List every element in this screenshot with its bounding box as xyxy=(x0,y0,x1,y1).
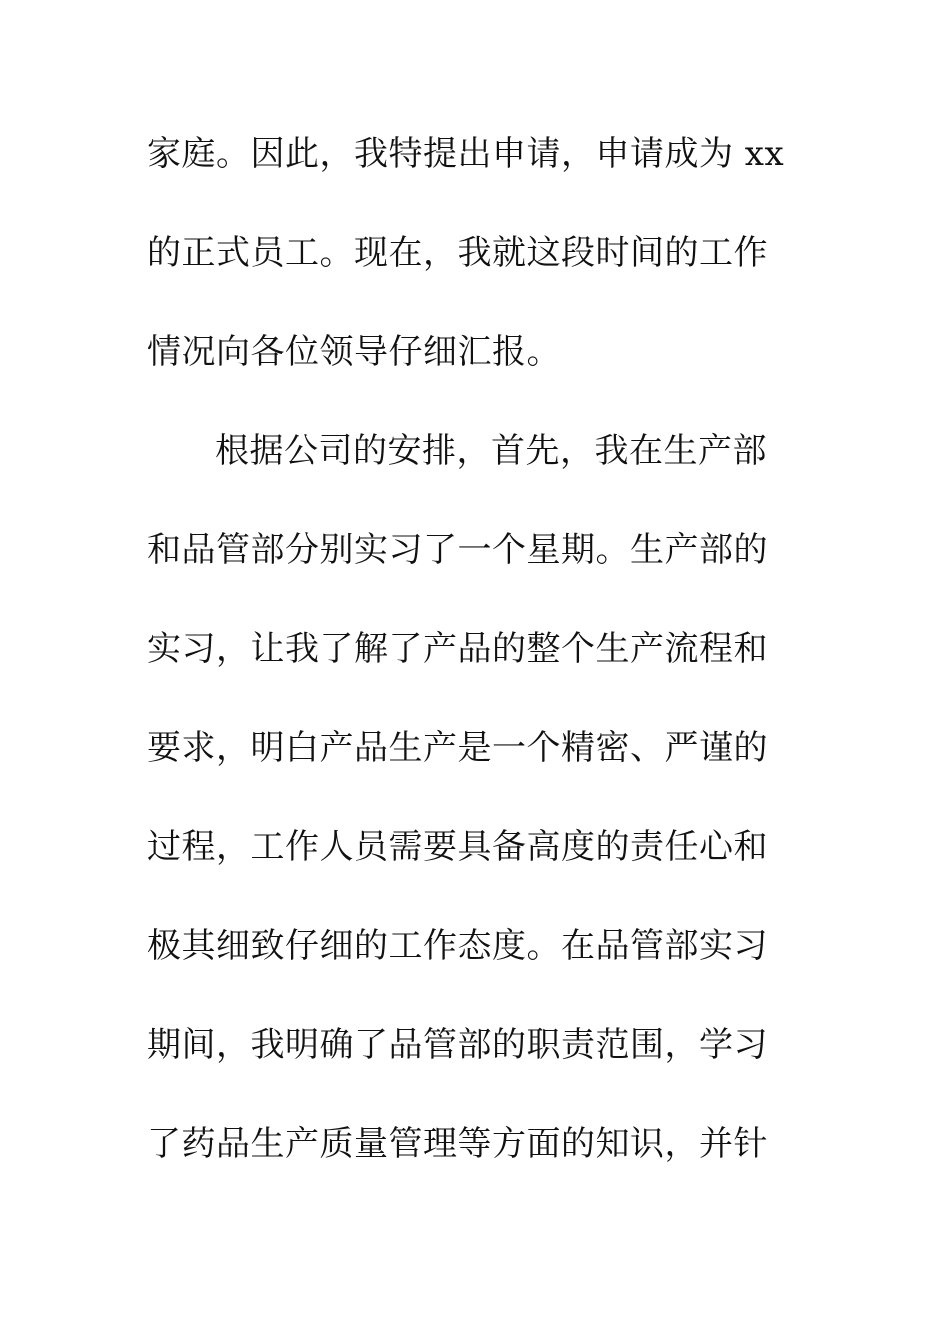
text-line: 和品管部分别实习了一个星期。生产部的 xyxy=(147,530,768,570)
text-line: 极其细致仔细的工作态度。在品管部实习 xyxy=(147,926,768,966)
text-line: 期间，我明确了品管部的职责范围，学习 xyxy=(147,1025,768,1065)
text-line: 要求，明白产品生产是一个精密、严谨的 xyxy=(147,728,768,768)
text-line: 的正式员工。现在，我就这段时间的工作 xyxy=(147,233,768,273)
text-line: 了药品生产质量管理等方面的知识，并针 xyxy=(147,1124,768,1164)
text-line: 实习，让我了解了产品的整个生产流程和 xyxy=(147,629,768,669)
paragraph-first-line: 根据公司的安排，首先，我在生产部 xyxy=(215,431,767,471)
text-line: 家庭。因此，我特提出申请，申请成为 xx xyxy=(147,134,785,174)
text-line: 过程，工作人员需要具备高度的责任心和 xyxy=(147,827,768,867)
text-line: 情况向各位领导仔细汇报。 xyxy=(147,332,561,372)
document-body xyxy=(147,124,807,1213)
